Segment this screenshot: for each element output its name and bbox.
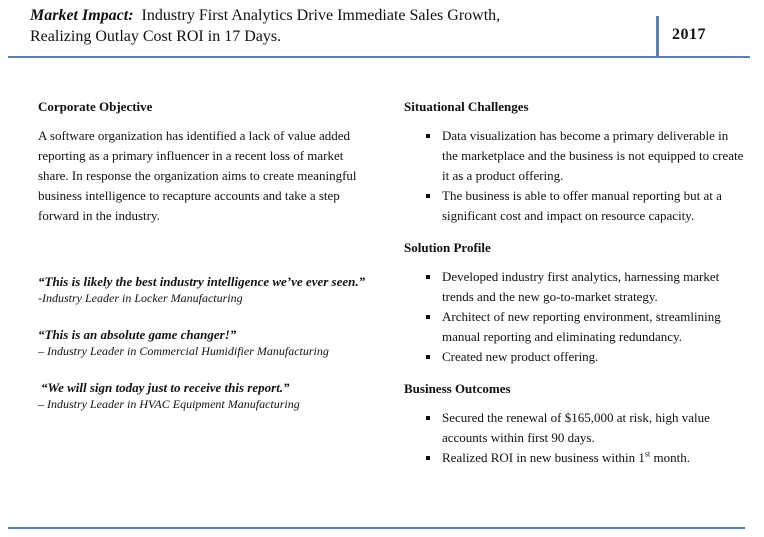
year-label: 2017 [672, 26, 706, 43]
bullet-square-icon [426, 315, 430, 319]
bottom-rule [8, 527, 745, 529]
testimonial [38, 274, 368, 306]
left-column [38, 98, 368, 433]
bullet-square-icon [426, 355, 430, 359]
situational-challenges-section [404, 98, 744, 226]
title-line-1 [30, 6, 500, 26]
list-item-text [442, 450, 690, 465]
list-item-text: Created new product offering. [442, 349, 599, 364]
business-outcomes-section [404, 380, 744, 468]
title-line-2: Realizing Outlay Cost ROI in 17 Days. [30, 28, 282, 45]
business-outcomes-heading: Business Outcomes [404, 381, 511, 396]
testimonial-source: – Industry Leader in Commercial Humidifier Manufacturing [38, 344, 329, 358]
situational-challenges-heading: Situational Challenges [404, 99, 529, 114]
top-rule [8, 56, 750, 58]
list-item-text: Developed industry first analytics, harnessing market trends and the new go-to-market strategy. [442, 269, 720, 304]
list-item [404, 347, 744, 367]
testimonial-source: -Industry Leader in Locker Manufacturing [38, 291, 243, 305]
list-item [404, 448, 744, 468]
outcome-text-end: month. [650, 450, 690, 465]
outcomes-list [404, 408, 744, 468]
solution-profile-section [404, 239, 744, 367]
corporate-objective-text: A software organization has identified a lack of value added reporting as a primary influencer in a recent loss of market share. In response the organization aims to create meaningful business intelligence to recapture accounts and take a step forward in the industry. [38, 128, 357, 223]
list-item [404, 267, 744, 307]
list-item-text: Data visualization has become a primary deliverable in the marketplace and the business is not equipped to create it as a product offering. [442, 128, 744, 183]
testimonial [38, 380, 368, 412]
list-item [404, 186, 744, 226]
list-item [404, 307, 744, 347]
bullet-square-icon [426, 416, 430, 420]
corporate-objective-heading: Corporate Objective [38, 99, 153, 114]
outcome-text: Realized ROI in new business within 1 [442, 450, 645, 465]
bullet-square-icon [426, 134, 430, 138]
challenges-list [404, 126, 744, 226]
bullet-square-icon [426, 275, 430, 279]
testimonials [38, 274, 368, 412]
testimonial [38, 327, 368, 359]
header-divider [656, 16, 659, 56]
list-item-text: Secured the renewal of $165,000 at risk, high value accounts within first 90 days. [442, 410, 710, 445]
solution-profile-heading: Solution Profile [404, 240, 491, 255]
bullet-square-icon [426, 194, 430, 198]
list-item [404, 126, 744, 186]
list-item-text: The business is able to offer manual reporting but at a significant cost and impact on resource capacity. [442, 188, 722, 223]
ordinal-suffix: st [644, 449, 651, 459]
title-label: Market Impact: [30, 7, 134, 24]
bullet-square-icon [426, 456, 430, 460]
list-item [404, 408, 744, 448]
testimonial-quote: “This is an absolute game changer!” [38, 327, 237, 342]
testimonial-quote: “This is likely the best industry intelligence we’ve ever seen.” [38, 274, 366, 289]
solution-list [404, 267, 744, 367]
title-text-line-1: Industry First Analytics Drive Immediate Sales Growth, [141, 7, 501, 24]
right-column [404, 98, 744, 481]
testimonial-quote: “We will sign today just to receive this report.” [41, 380, 290, 395]
list-item-text: Architect of new reporting environment, streamlining manual reporting and eliminating redundancy. [442, 309, 721, 344]
header [0, 0, 764, 58]
testimonial-source: – Industry Leader in HVAC Equipment Manufacturing [38, 397, 300, 411]
